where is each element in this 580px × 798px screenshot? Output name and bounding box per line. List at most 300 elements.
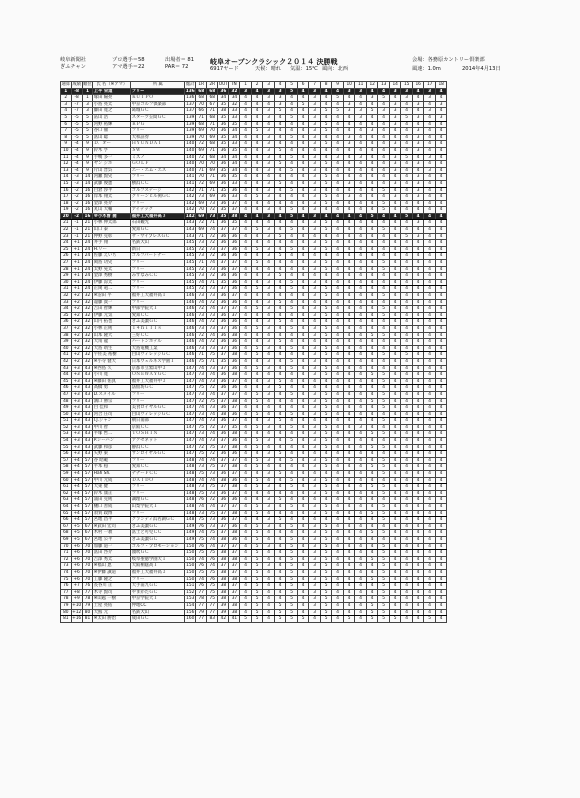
- table-cell: 4: [435, 260, 447, 267]
- table-cell: 4: [412, 563, 424, 570]
- table-cell: 4: [240, 484, 252, 491]
- table-cell: 36: [218, 332, 229, 339]
- table-cell: 4: [435, 365, 447, 372]
- table-cell: 4: [343, 227, 355, 234]
- affiliation: 大島電機工業: [131, 345, 185, 352]
- table-cell: 4: [274, 286, 286, 293]
- table-cell: 4: [263, 352, 275, 359]
- table-cell: 5: [274, 418, 286, 425]
- table-cell: 37: [229, 312, 240, 319]
- table-cell: 4: [389, 431, 401, 438]
- table-cell: 76: [196, 543, 207, 550]
- affiliation: ＲＰＧ: [131, 121, 185, 128]
- table-cell: 4: [320, 279, 332, 286]
- table-cell: 4: [355, 385, 367, 392]
- table-cell: 4: [240, 576, 252, 583]
- table-cell: 4: [435, 279, 447, 286]
- table-cell: 37: [218, 365, 229, 372]
- table-cell: 3: [309, 332, 321, 339]
- table-cell: 36: [229, 497, 240, 504]
- table-cell: 5: [401, 154, 413, 161]
- table-cell: 4: [412, 431, 424, 438]
- table-cell: 5: [251, 569, 263, 576]
- table-cell: 25: [61, 246, 72, 253]
- table-cell: 4: [389, 128, 401, 135]
- table-cell: 3: [343, 88, 355, 95]
- player-name: 丸山 大輔: [93, 207, 131, 214]
- table-cell: 4: [435, 490, 447, 497]
- table-cell: 4: [424, 583, 436, 590]
- table-cell: 35: [218, 141, 229, 148]
- table-cell: 5: [320, 312, 332, 319]
- table-cell: 37: [218, 391, 229, 398]
- table-cell: 4: [240, 339, 252, 346]
- table-cell: 4: [251, 233, 263, 240]
- column-header: 9: [332, 82, 344, 89]
- table-cell: 5: [251, 260, 263, 267]
- table-cell: 5: [320, 108, 332, 115]
- table-cell: 38: [218, 596, 229, 603]
- table-cell: 4: [435, 385, 447, 392]
- table-cell: 4: [309, 299, 321, 306]
- table-cell: 5: [320, 596, 332, 603]
- table-cell: 4: [355, 477, 367, 484]
- column-header: IN: [229, 82, 240, 89]
- table-cell: 3: [435, 114, 447, 121]
- table-cell: 43: [82, 391, 93, 398]
- table-cell: 4: [240, 246, 252, 253]
- table-cell: 37: [218, 286, 229, 293]
- table-cell: 4: [263, 293, 275, 300]
- table-cell: 73: [207, 490, 218, 497]
- table-cell: 4: [366, 411, 378, 418]
- table-cell: 75: [196, 471, 207, 478]
- table-cell: 67: [207, 101, 218, 108]
- table-cell: 4: [343, 147, 355, 154]
- table-cell: 4: [251, 187, 263, 194]
- player-name: 武藤 俊憲: [93, 180, 131, 187]
- table-cell: 43: [82, 418, 93, 425]
- affiliation: フリー: [131, 510, 185, 517]
- table-cell: 4: [435, 391, 447, 398]
- table-cell: 5: [366, 464, 378, 471]
- table-cell: +3: [71, 385, 82, 392]
- table-cell: 4: [332, 457, 344, 464]
- table-cell: 3: [309, 200, 321, 207]
- table-cell: 73: [196, 431, 207, 438]
- table-cell: 4: [435, 134, 447, 141]
- table-cell: 5: [320, 602, 332, 609]
- player-name: 山口 泰: [93, 227, 131, 234]
- table-cell: 5: [320, 128, 332, 135]
- table-cell: 4: [424, 530, 436, 537]
- affiliation: エー・エム・エス: [131, 167, 185, 174]
- table-cell: 4: [274, 569, 286, 576]
- table-cell: 4: [401, 187, 413, 194]
- table-cell: 4: [366, 141, 378, 148]
- table-cell: 66: [196, 108, 207, 115]
- table-cell: 4: [332, 299, 344, 306]
- table-cell: 4: [355, 312, 367, 319]
- table-cell: 4: [355, 273, 367, 280]
- table-cell: 37: [218, 325, 229, 332]
- table-row: [61, 504, 447, 511]
- table-cell: 4: [435, 200, 447, 207]
- table-cell: 77: [196, 602, 207, 609]
- table-cell: 3: [309, 504, 321, 511]
- affiliation: ミズノ: [131, 154, 185, 161]
- affiliation: ＧＯＬＦ: [131, 161, 185, 168]
- table-row: [61, 121, 447, 128]
- table-cell: 38: [229, 444, 240, 451]
- table-cell: 51: [61, 418, 72, 425]
- table-cell: 3: [309, 88, 321, 95]
- table-cell: 5: [366, 576, 378, 583]
- table-cell: 4: [251, 279, 263, 286]
- table-cell: 4: [378, 451, 390, 458]
- table-cell: 4: [343, 457, 355, 464]
- table-cell: 4: [435, 325, 447, 332]
- table-cell: 4: [401, 385, 413, 392]
- table-cell: 4: [435, 523, 447, 530]
- table-cell: 36: [229, 339, 240, 346]
- table-cell: 73: [196, 194, 207, 201]
- table-cell: 5: [378, 418, 390, 425]
- table-row: [61, 398, 447, 405]
- table-cell: 4: [366, 490, 378, 497]
- table-cell: 33: [61, 299, 72, 306]
- table-cell: 35: [218, 101, 229, 108]
- table-cell: 5: [378, 391, 390, 398]
- table-cell: 3: [309, 550, 321, 557]
- table-cell: 48: [61, 398, 72, 405]
- table-cell: 36: [218, 266, 229, 273]
- table-cell: 71: [207, 187, 218, 194]
- player-name: 片山 晋呉: [93, 167, 131, 174]
- table-cell: 5: [401, 352, 413, 359]
- table-cell: 5: [286, 134, 298, 141]
- table-cell: 145: [186, 253, 195, 259]
- table-row: [61, 108, 447, 115]
- table-cell: 4: [332, 306, 344, 313]
- table-cell: 3: [274, 101, 286, 108]
- table-cell: 4: [435, 339, 447, 346]
- table-cell: 75: [207, 550, 218, 557]
- table-cell: 4: [389, 372, 401, 379]
- table-cell: 4: [343, 174, 355, 181]
- table-cell: 4: [424, 174, 436, 181]
- table-row: [61, 583, 447, 590]
- table-cell: 5: [320, 345, 332, 352]
- table-cell: 150: [186, 569, 195, 575]
- table-cell: 5: [378, 563, 390, 570]
- table-cell: 4: [274, 431, 286, 438]
- table-cell: 5: [251, 352, 263, 359]
- table-cell: 79: [196, 609, 207, 616]
- player-name: 谷口 徹: [93, 128, 131, 135]
- table-cell: 4: [355, 339, 367, 346]
- table-cell: 4: [389, 398, 401, 405]
- player-name: 藤田 寛之: [93, 108, 131, 115]
- table-cell: 4: [424, 200, 436, 207]
- table-cell: 36: [229, 319, 240, 326]
- table-cell: 4: [401, 299, 413, 306]
- table-cell: 4: [366, 174, 378, 181]
- table-cell: 4: [309, 253, 321, 260]
- player-name: 高橋 勇: [93, 385, 131, 392]
- table-cell: 72: [196, 220, 207, 227]
- table-cell: 47: [61, 391, 72, 398]
- table-cell: 4: [251, 207, 263, 214]
- table-cell: 3: [412, 180, 424, 187]
- table-cell: 44: [61, 372, 72, 379]
- table-cell: 76: [207, 576, 218, 583]
- table-cell: 4: [297, 227, 309, 234]
- table-cell: 4: [240, 543, 252, 550]
- table-cell: 4: [424, 431, 436, 438]
- table-row: [61, 114, 447, 121]
- table-cell: 4: [263, 536, 275, 543]
- table-cell: 5: [251, 536, 263, 543]
- table-cell: 4: [412, 319, 424, 326]
- table-cell: 33: [229, 180, 240, 187]
- table-cell: 4: [297, 339, 309, 346]
- table-cell: 4: [274, 372, 286, 379]
- player-name: P.シーハン: [93, 438, 131, 445]
- table-cell: 4: [240, 332, 252, 339]
- table-cell: 4: [332, 253, 344, 260]
- table-cell: 5: [320, 325, 332, 332]
- table-cell: 4: [240, 299, 252, 306]
- table-cell: 3: [309, 358, 321, 365]
- table-cell: 4: [343, 405, 355, 412]
- player-name: 中川 智: [93, 424, 131, 431]
- table-cell: 74: [196, 418, 207, 425]
- player-name: 河瀬 賢史: [93, 174, 131, 181]
- table-cell: 4: [389, 464, 401, 471]
- table-cell: 3: [389, 141, 401, 148]
- table-cell: 141: [186, 174, 195, 180]
- table-cell: 5: [274, 108, 286, 115]
- table-cell: 3: [309, 609, 321, 616]
- table-cell: 32: [82, 306, 93, 313]
- table-cell: 4: [401, 504, 413, 511]
- table-cell: 3: [389, 88, 401, 95]
- table-cell: 4: [332, 418, 344, 425]
- player-name: 平本 穏: [93, 464, 131, 471]
- table-cell: 4: [412, 227, 424, 234]
- table-cell: 57: [61, 457, 72, 464]
- table-cell: 3: [424, 88, 436, 95]
- table-cell: 4: [251, 358, 263, 365]
- table-cell: 4: [389, 134, 401, 141]
- table-cell: 4: [401, 471, 413, 478]
- table-cell: 4: [366, 550, 378, 557]
- table-cell: 5: [251, 583, 263, 590]
- table-cell: +2: [71, 299, 82, 306]
- affiliation: フリー: [131, 279, 185, 286]
- table-cell: 4: [297, 589, 309, 596]
- table-cell: 4: [401, 497, 413, 504]
- table-cell: 5: [61, 114, 72, 121]
- table-cell: 3: [263, 233, 275, 240]
- table-cell: 4: [378, 154, 390, 161]
- table-cell: 4: [355, 233, 367, 240]
- table-cell: 4: [263, 464, 275, 471]
- table-cell: 4: [424, 358, 436, 365]
- table-cell: 4: [435, 306, 447, 313]
- table-cell: 3: [412, 233, 424, 240]
- table-cell: +2: [71, 325, 82, 332]
- table-cell: 4: [435, 457, 447, 464]
- table-cell: 72: [207, 319, 218, 326]
- table-cell: 4: [297, 596, 309, 603]
- table-cell: 4: [424, 312, 436, 319]
- table-row: [61, 279, 447, 286]
- table-cell: 3: [263, 114, 275, 121]
- table-cell: 72: [207, 240, 218, 247]
- table-cell: 4: [424, 602, 436, 609]
- table-cell: 140: [186, 147, 195, 153]
- table-cell: 4: [435, 398, 447, 405]
- table-cell: +4: [71, 477, 82, 484]
- table-cell: 4: [389, 312, 401, 319]
- table-cell: 4: [263, 405, 275, 412]
- table-cell: 4: [286, 372, 298, 379]
- table-cell: 75: [196, 358, 207, 365]
- table-cell: 74: [207, 411, 218, 418]
- table-cell: 4: [251, 266, 263, 273]
- table-cell: 4: [355, 227, 367, 234]
- table-cell: +2: [71, 319, 82, 326]
- table-cell: 4: [355, 444, 367, 451]
- table-cell: 4: [355, 523, 367, 530]
- pro-count: プロ選手＝58: [112, 57, 145, 63]
- table-cell: 5: [251, 391, 263, 398]
- table-cell: 38: [229, 332, 240, 339]
- table-cell: 4: [378, 299, 390, 306]
- table-cell: 4: [389, 418, 401, 425]
- player-name: 谷 昭範: [93, 457, 131, 464]
- affiliation: フリー: [131, 128, 185, 135]
- table-cell: 5: [251, 523, 263, 530]
- table-cell: 4: [240, 101, 252, 108]
- table-cell: 5: [378, 543, 390, 550]
- column-header: 4: [274, 82, 286, 89]
- table-cell: 4: [355, 180, 367, 187]
- table-cell: 4: [240, 530, 252, 537]
- table-cell: 3: [263, 378, 275, 385]
- table-cell: 5: [320, 589, 332, 596]
- table-cell: 4: [274, 358, 286, 365]
- table-cell: 4: [332, 332, 344, 339]
- table-cell: 4: [378, 114, 390, 121]
- table-cell: 4: [424, 477, 436, 484]
- table-cell: 4: [297, 490, 309, 497]
- table-cell: 4: [263, 260, 275, 267]
- table-cell: 4: [424, 543, 436, 550]
- table-cell: -5: [71, 121, 82, 128]
- table-row: [61, 536, 447, 543]
- table-cell: 4: [286, 161, 298, 168]
- table-cell: 5: [286, 167, 298, 174]
- table-cell: 4: [412, 240, 424, 247]
- table-cell: 36: [229, 358, 240, 365]
- table-cell: 4: [343, 312, 355, 319]
- table-cell: 3: [366, 95, 378, 102]
- table-cell: 4: [435, 589, 447, 596]
- table-cell: 149: [186, 530, 195, 536]
- table-cell: 4: [297, 536, 309, 543]
- table-cell: 5: [378, 398, 390, 405]
- table-cell: 4: [332, 563, 344, 570]
- table-cell: 43: [82, 372, 93, 379]
- table-cell: 5: [286, 358, 298, 365]
- table-cell: -5: [71, 114, 82, 121]
- table-cell: 5: [251, 504, 263, 511]
- table-cell: 4: [274, 365, 286, 372]
- table-cell: 72: [196, 306, 207, 313]
- table-cell: 3: [424, 108, 436, 115]
- table-cell: 4: [332, 194, 344, 201]
- table-cell: 37: [229, 563, 240, 570]
- table-cell: 4: [297, 345, 309, 352]
- table-cell: 71: [196, 114, 207, 121]
- table-cell: 3: [263, 306, 275, 313]
- table-cell: 4: [240, 306, 252, 313]
- table-cell: 4: [286, 471, 298, 478]
- affiliation: ＫＵＩＰＯ: [131, 95, 185, 102]
- table-cell: 4: [401, 510, 413, 517]
- table-cell: 71: [196, 167, 207, 174]
- table-cell: 4: [297, 114, 309, 121]
- table-cell: 5: [274, 299, 286, 306]
- affiliation: フリー: [131, 391, 185, 398]
- table-cell: 4: [240, 385, 252, 392]
- player-name: ※西島 久: [93, 365, 131, 372]
- table-cell: 74: [196, 576, 207, 583]
- table-cell: 4: [435, 497, 447, 504]
- table-cell: +6: [71, 543, 82, 550]
- table-cell: 5: [286, 596, 298, 603]
- table-cell: 4: [389, 424, 401, 431]
- table-cell: 4: [332, 576, 344, 583]
- table-cell: 32: [82, 299, 93, 306]
- affiliation: 大和証券: [131, 134, 185, 141]
- table-cell: 43: [82, 444, 93, 451]
- table-cell: 81: [61, 616, 72, 623]
- affiliation: 名鉄犬山: [131, 240, 185, 247]
- table-cell: 4: [297, 358, 309, 365]
- table-cell: 4: [251, 220, 263, 227]
- table-cell: 3: [412, 161, 424, 168]
- table-cell: 4: [332, 616, 344, 623]
- table-cell: 24: [82, 286, 93, 293]
- table-row: [61, 378, 447, 385]
- table-cell: 57: [82, 497, 93, 504]
- table-cell: 20: [61, 213, 72, 220]
- table-cell: 4: [412, 536, 424, 543]
- table-cell: 4: [366, 154, 378, 161]
- table-cell: 4: [378, 345, 390, 352]
- table-cell: 11: [61, 154, 72, 161]
- column-header: 12: [366, 82, 378, 89]
- table-cell: 4: [332, 365, 344, 372]
- table-cell: 5: [251, 128, 263, 135]
- table-cell: 4: [274, 398, 286, 405]
- table-cell: 80: [82, 609, 93, 616]
- table-row: [61, 418, 447, 425]
